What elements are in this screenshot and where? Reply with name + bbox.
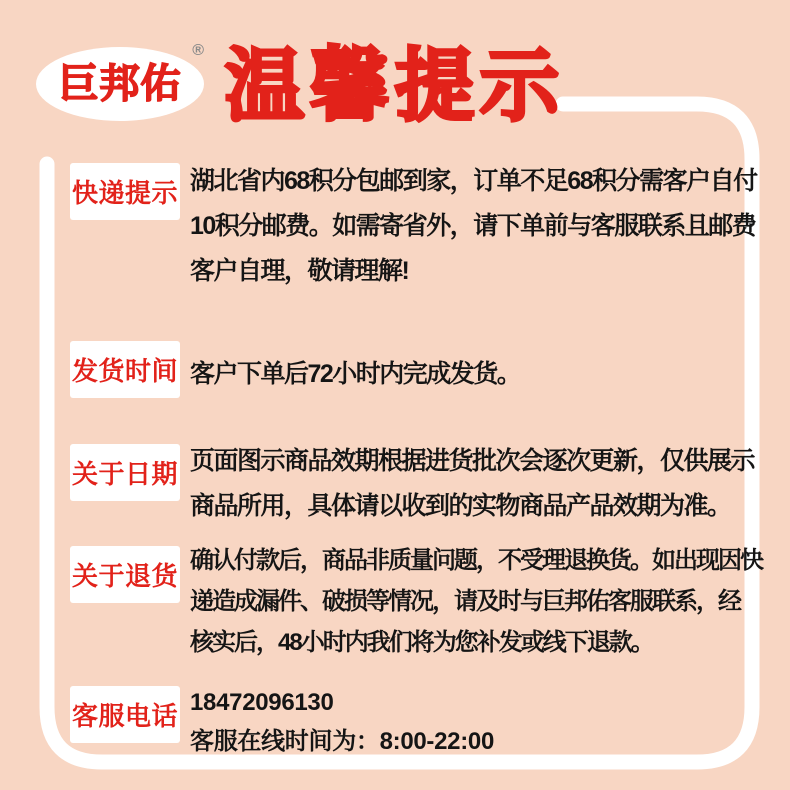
page-title: 温馨提示 xyxy=(225,41,565,130)
text-line: 页面图示商品效期根据进货批次会逐次更新，仅供展示 xyxy=(190,447,755,475)
text-line: 确认付款后，商品非质量问题，不受理退换货。如出现因快 xyxy=(190,547,762,574)
section-label-returns: 关于退货 xyxy=(70,546,180,603)
section-content-dates xyxy=(190,439,754,529)
text-line: 客户自理，敬请理解! xyxy=(190,257,409,285)
registered-mark-icon: ® xyxy=(192,42,204,59)
text-line: 核实后，48小时内我们将为您补发或线下退款。 xyxy=(190,629,653,656)
section-content-returns xyxy=(190,540,762,663)
text-line: 湖北省内68积分包邮到家，订单不足68积分需客户自付 xyxy=(190,167,757,195)
section-content-service-phone xyxy=(190,683,494,761)
section-label-service-phone: 客服电话 xyxy=(70,686,180,743)
brand-name: 巨邦佑 xyxy=(58,62,182,106)
section-content-shipping xyxy=(190,159,757,294)
section-label-dates: 关于日期 xyxy=(70,444,180,501)
section-content-delivery-time xyxy=(190,352,520,396)
text-line: 10积分邮费。如需寄省外，请下单前与客服联系且邮费 xyxy=(190,212,756,240)
text-line: 客户下单后72小时内完成发货。 xyxy=(190,360,521,388)
text-line: 递造成漏件、破损等情况，请及时与巨邦佑客服联系，经 xyxy=(190,588,740,615)
section-label-delivery-time: 发货时间 xyxy=(70,341,180,398)
service-phone-number: 18472096130 xyxy=(190,689,334,716)
text-line: 商品所用，具体请以收到的实物商品产品效期为准。 xyxy=(190,492,731,520)
service-hours: 客服在线时间为：8:00-22:00 xyxy=(190,728,495,755)
section-label-shipping: 快递提示 xyxy=(70,163,180,220)
